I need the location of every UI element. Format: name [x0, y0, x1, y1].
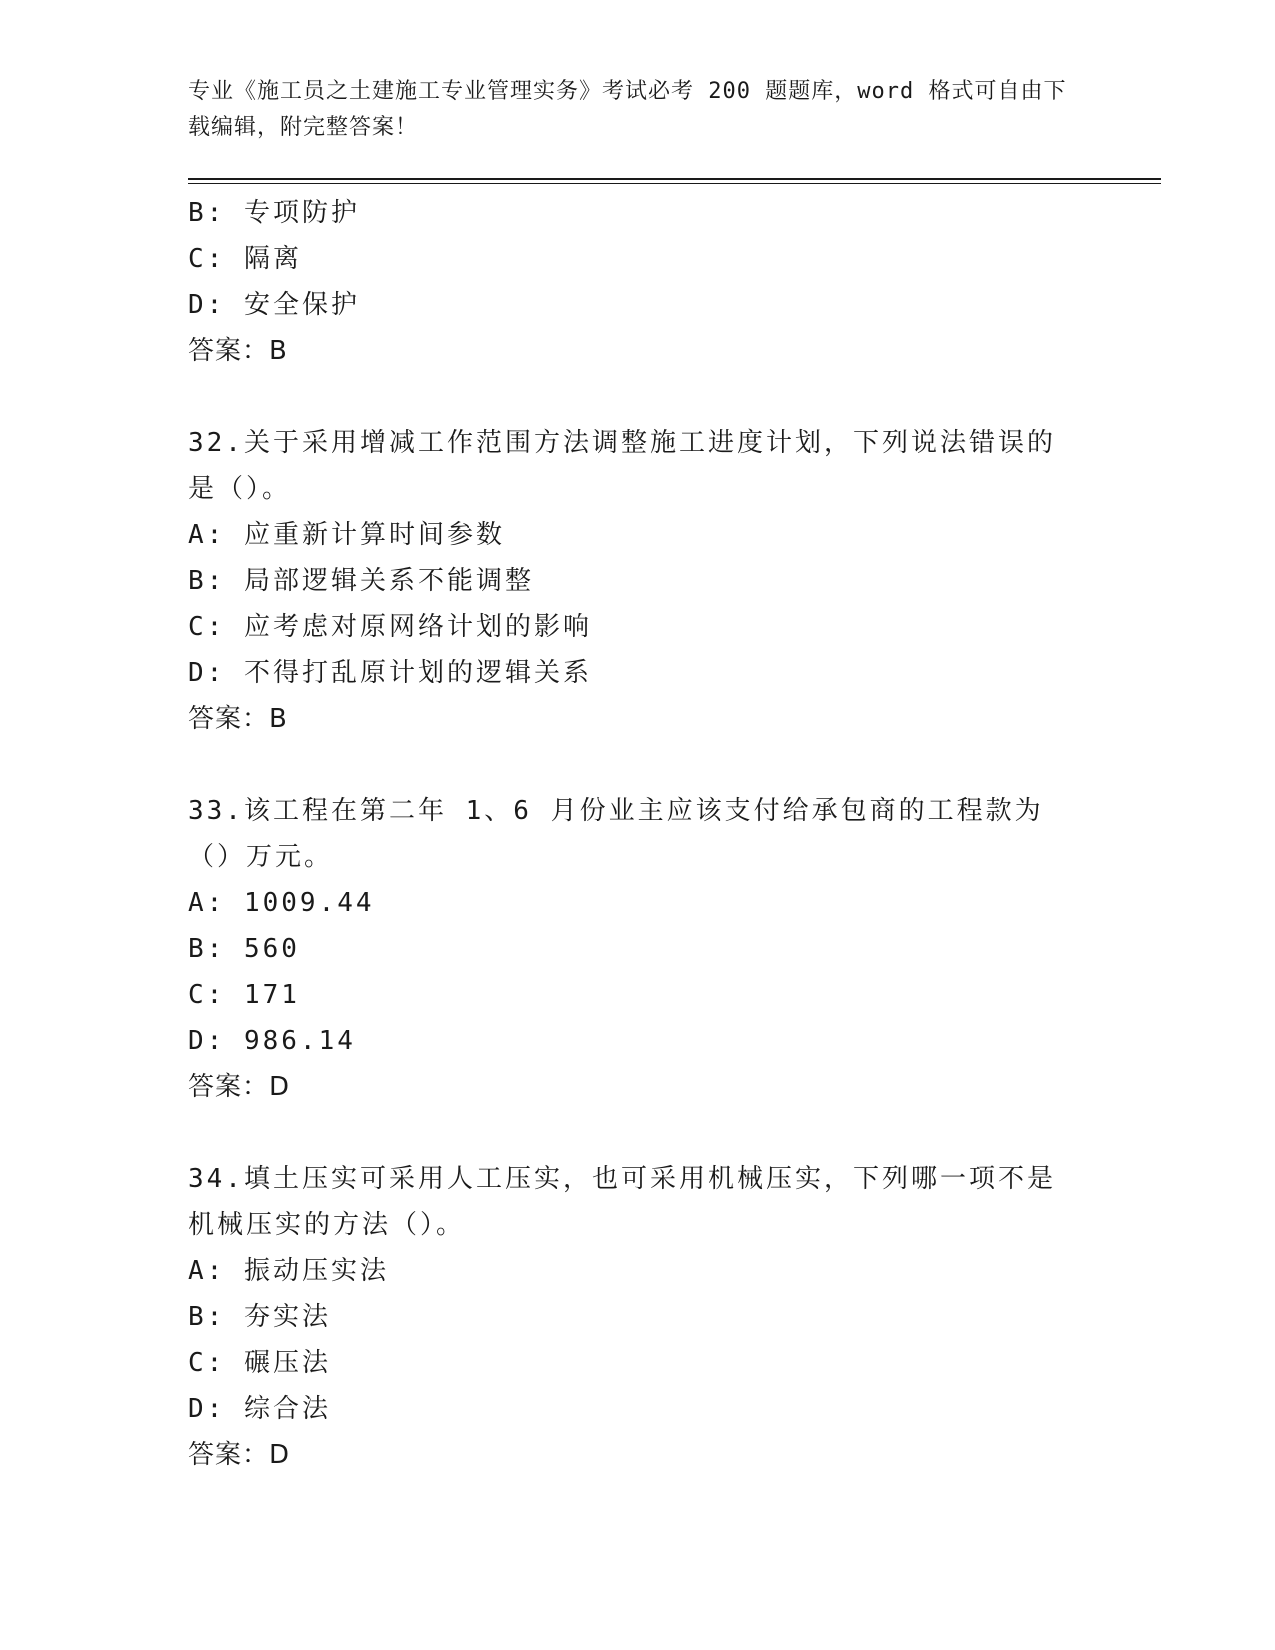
option-a: A: 振动压实法: [188, 1256, 389, 1286]
answer-line: 答案：B: [188, 336, 288, 366]
option-d: D: 安全保护: [188, 290, 360, 320]
option-d: D: 不得打乱原计划的逻辑关系: [188, 658, 592, 688]
question-stem: 33.该工程在第二年 1、6 月份业主应该支付给承包商的工程款为（）万元。: [188, 796, 1044, 872]
answer-line: 答案：B: [188, 704, 288, 734]
question-stem: 32.关于采用增减工作范围方法调整施工进度计划，下列说法错误的是（）。: [188, 428, 1056, 504]
option-d: D: 综合法: [188, 1394, 331, 1424]
option-d: D: 986.14: [188, 1026, 356, 1056]
option-b: B: 夯实法: [188, 1302, 331, 1332]
document-header: 专业《施工员之土建施工专业管理实务》考试必考 200 题题库，word 格式可自由下载编辑，附完整答案！: [188, 79, 1067, 140]
answer-line: 答案：D: [188, 1440, 291, 1470]
option-c: C: 171: [188, 980, 300, 1010]
question-stem: 34.填土压实可采用人工压实，也可采用机械压实，下列哪一项不是机械压实的方法（）。: [188, 1164, 1056, 1240]
header-divider: [188, 178, 1161, 180]
option-c: C: 隔离: [188, 244, 302, 274]
option-a: A: 1009.44: [188, 888, 375, 918]
option-c: C: 碾压法: [188, 1348, 331, 1378]
option-a: A: 应重新计算时间参数: [188, 520, 505, 550]
option-b: B: 560: [188, 934, 300, 964]
header-divider-thin: [188, 183, 1161, 184]
answer-line: 答案：D: [188, 1072, 291, 1102]
option-c: C: 应考虑对原网络计划的影响: [188, 612, 592, 642]
question-list: [188, 190, 1088, 1478]
option-b: B: 局部逻辑关系不能调整: [188, 566, 534, 596]
option-b: B: 专项防护: [188, 198, 360, 228]
